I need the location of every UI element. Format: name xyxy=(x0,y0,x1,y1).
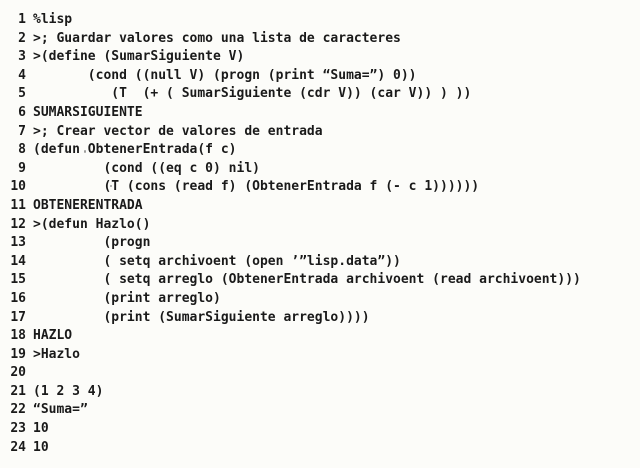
code-line xyxy=(0,420,640,439)
code-line xyxy=(0,364,640,383)
line-text: ( setq archivoent (open ’”lisp.data”)) xyxy=(33,253,401,269)
code-line xyxy=(0,234,640,253)
line-text: “Suma=” xyxy=(33,402,88,418)
line-number: 16 xyxy=(10,290,26,306)
line-text: >; Crear vector de valores de entrada xyxy=(33,123,323,139)
line-text: 10 xyxy=(33,421,49,437)
line-number: 9 xyxy=(18,160,26,176)
line-text: (cond ((eq c 0) nil) xyxy=(33,160,260,176)
line-text: (1 2 3 4) xyxy=(33,383,104,399)
code-line xyxy=(0,327,640,346)
line-text: %lisp xyxy=(33,12,73,27)
code-line xyxy=(0,85,640,104)
line-number: 23 xyxy=(10,421,26,437)
code-line xyxy=(0,104,640,123)
line-number: 13 xyxy=(10,235,26,251)
line-text: (print arreglo) xyxy=(33,290,221,306)
code-line xyxy=(0,123,640,142)
line-number: 24 xyxy=(10,439,26,455)
line-number: 17 xyxy=(10,309,26,325)
line-number: 2 xyxy=(18,30,26,46)
line-number: 21 xyxy=(10,383,26,399)
code-line xyxy=(0,439,640,458)
line-number: 11 xyxy=(10,197,26,213)
code-line xyxy=(0,30,640,49)
code-line xyxy=(0,290,640,309)
line-text: HAZLO xyxy=(33,328,73,344)
line-number: 15 xyxy=(10,272,26,288)
code-line xyxy=(0,271,640,290)
code-line xyxy=(0,253,640,272)
line-text: ( setq arreglo (ObtenerEntrada archivoent (read archivoent))) xyxy=(33,272,581,288)
code-line xyxy=(0,160,640,179)
line-text: >Hazlo xyxy=(33,346,80,362)
code-line xyxy=(0,197,640,216)
line-number: 19 xyxy=(10,346,26,362)
code-listing xyxy=(0,11,640,457)
code-line xyxy=(0,178,640,197)
line-number: 18 xyxy=(10,328,26,344)
line-text: OBTENERENTRADA xyxy=(33,197,143,213)
scan-speck xyxy=(110,185,112,187)
line-number: 8 xyxy=(18,142,26,158)
line-number: 5 xyxy=(18,86,26,102)
scan-speck xyxy=(139,129,142,131)
line-text: (defun ObtenerEntrada(f c) xyxy=(33,142,237,158)
line-text: (print (SumarSiguiente arreglo)))) xyxy=(33,309,370,325)
code-line xyxy=(0,309,640,328)
line-number: 1 xyxy=(18,12,26,27)
line-number: 22 xyxy=(10,402,26,418)
code-line xyxy=(0,346,640,365)
line-number: 10 xyxy=(10,179,26,195)
code-line xyxy=(0,141,640,160)
line-number: 7 xyxy=(18,123,26,139)
code-line xyxy=(0,383,640,402)
line-number: 14 xyxy=(10,253,26,269)
line-number: 6 xyxy=(18,104,26,120)
line-text: (T (cons (read f) (ObtenerEntrada f (- c 1)))))) xyxy=(33,179,480,195)
line-number: 20 xyxy=(10,365,26,381)
line-text: (cond ((null V) (progn (print “Suma=”) 0)) xyxy=(33,67,417,83)
line-text: >(defun Hazlo() xyxy=(33,216,151,232)
line-number: 3 xyxy=(18,49,26,65)
line-number: 4 xyxy=(18,67,26,83)
line-text: (T (+ ( SumarSiguiente (cdr V)) (car V)) ) )) xyxy=(33,86,472,102)
code-line xyxy=(0,48,640,67)
code-line xyxy=(0,216,640,235)
line-number: 12 xyxy=(10,216,26,232)
line-text: >; Guardar valores como una lista de caracteres xyxy=(33,30,401,46)
scan-speck xyxy=(84,150,86,153)
code-line xyxy=(0,11,640,30)
code-line xyxy=(0,401,640,420)
line-text: SUMARSIGUIENTE xyxy=(33,104,143,120)
code-line xyxy=(0,67,640,86)
line-text: >(define (SumarSiguiente V) xyxy=(33,49,245,65)
line-text: (progn xyxy=(33,235,151,251)
line-text: 10 xyxy=(33,439,49,455)
